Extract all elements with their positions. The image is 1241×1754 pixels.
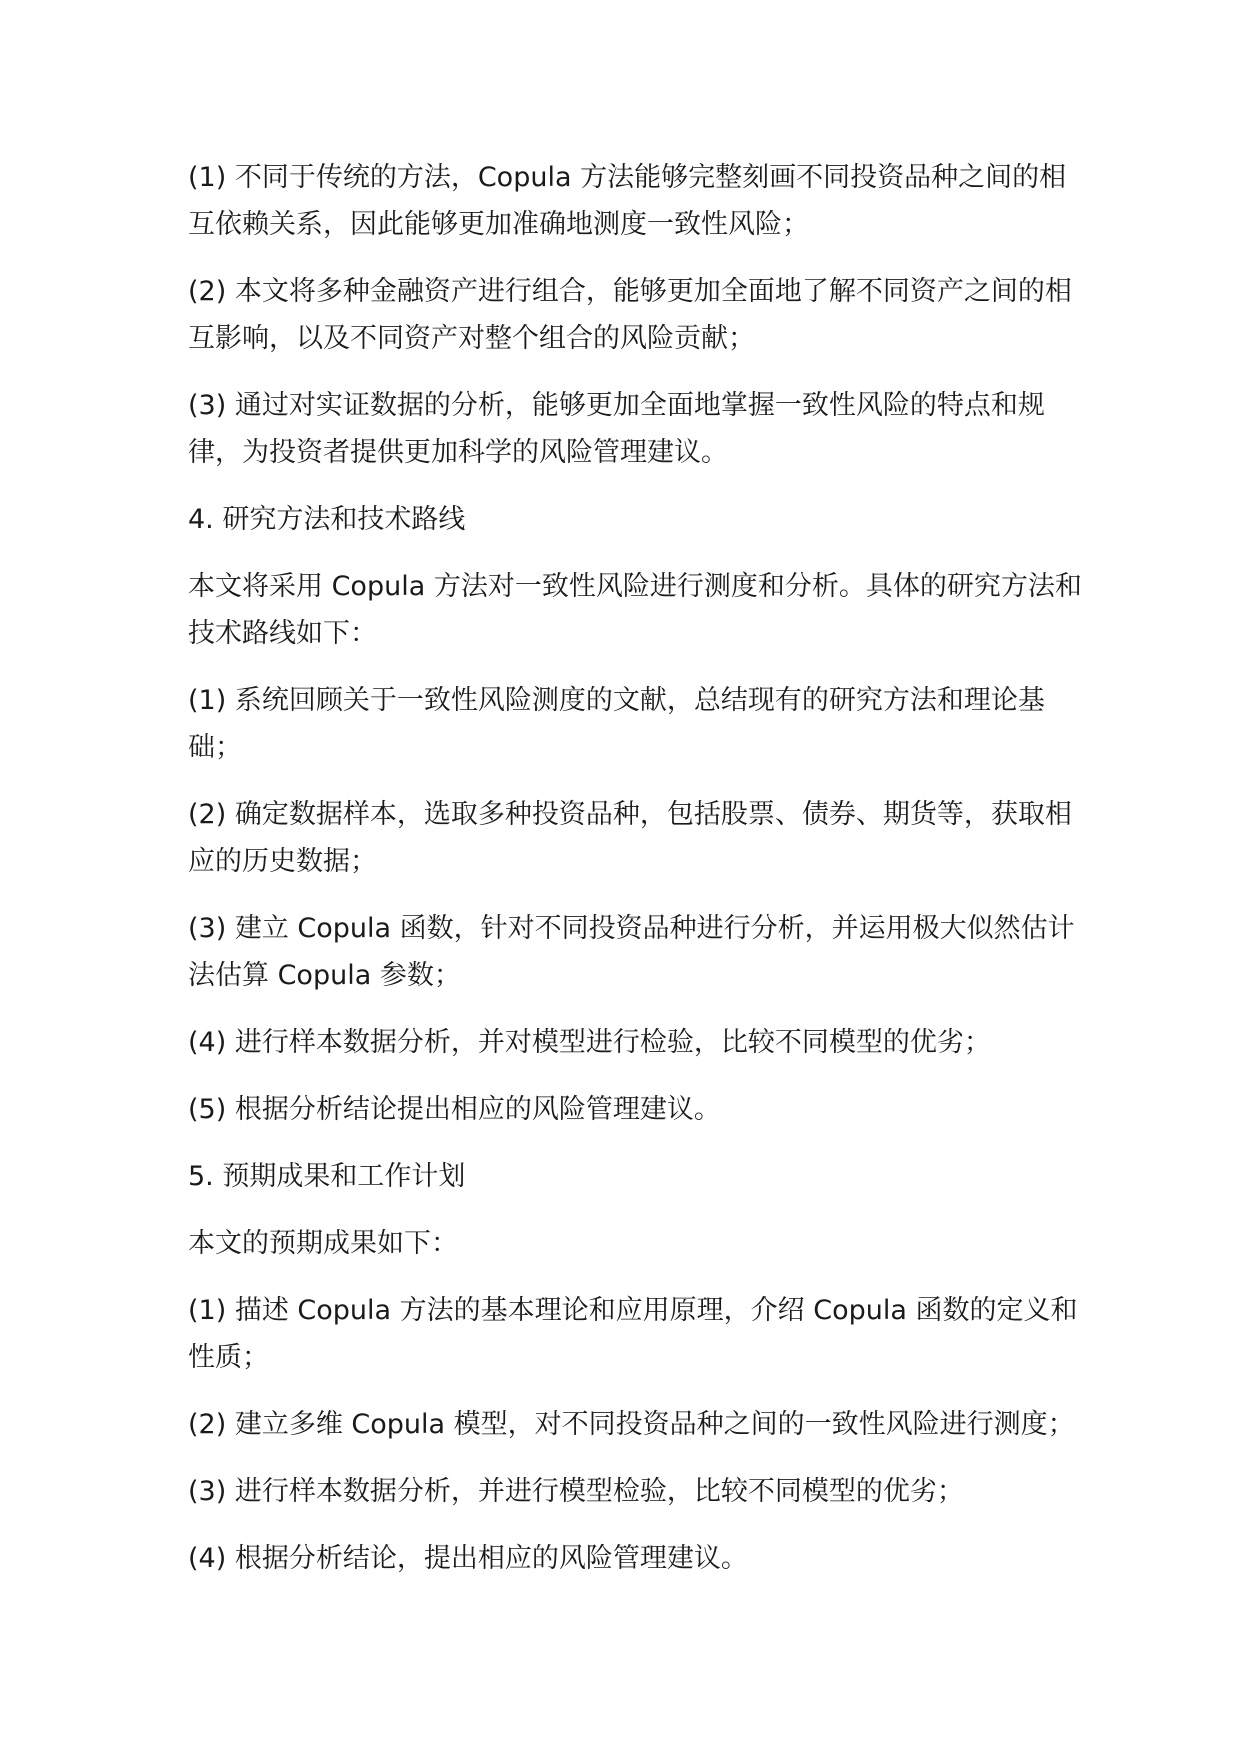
paragraph-outcome-3: (3) 进行样本数据分析，并进行模型检验，比较不同模型的优劣； [188,1476,964,1507]
section-heading-outcomes: 5. 预期成果和工作计划 [188,1161,466,1192]
paragraph-method-step-1: (1) 系统回顾关于一致性风险测度的文献，总结现有的研究方法和理论基础； [188,685,1045,763]
paragraph-outcome-2: (2) 建立多维 Copula 模型，对不同投资品种之间的一致性风险进行测度； [188,1409,1075,1440]
paragraph-method-step-4: (4) 进行样本数据分析，并对模型进行检验，比较不同模型的优劣； [188,1027,991,1058]
paragraph-outcomes-intro: 本文的预期成果如下： [188,1228,458,1259]
paragraph-method-step-3: (3) 建立 Copula 函数，针对不同投资品种进行分析，并运用极大似然估计法估算 Copula 参数； [188,913,1075,991]
paragraph-method-step-2: (2) 确定数据样本，选取多种投资品种，包括股票、债券、期货等，获取相应的历史数据； [188,799,1072,877]
section-heading-methods: 4. 研究方法和技术路线 [188,504,466,535]
paragraph-outcome-4: (4) 根据分析结论，提出相应的风险管理建议。 [188,1543,748,1574]
document-page [188,154,1088,1602]
paragraph-advantage-1: (1) 不同于传统的方法，Copula 方法能够完整刻画不同投资品种之间的相互依赖关系，因此能够更加准确地测度一致性风险； [188,162,1067,240]
paragraph-advantage-3: (3) 通过对实证数据的分析，能够更加全面地掌握一致性风险的特点和规律，为投资者提供更加科学的风险管理建议。 [188,390,1045,468]
paragraph-methods-intro: 本文将采用 Copula 方法对一致性风险进行测度和分析。具体的研究方法和技术路线如下： [188,571,1082,649]
paragraph-advantage-2: (2) 本文将多种金融资产进行组合，能够更加全面地了解不同资产之间的相互影响，以及不同资产对整个组合的风险贡献； [188,276,1072,354]
paragraph-outcome-1: (1) 描述 Copula 方法的基本理论和应用原理，介绍 Copula 函数的定义和性质； [188,1295,1078,1373]
paragraph-method-step-5: (5) 根据分析结论提出相应的风险管理建议。 [188,1094,721,1125]
